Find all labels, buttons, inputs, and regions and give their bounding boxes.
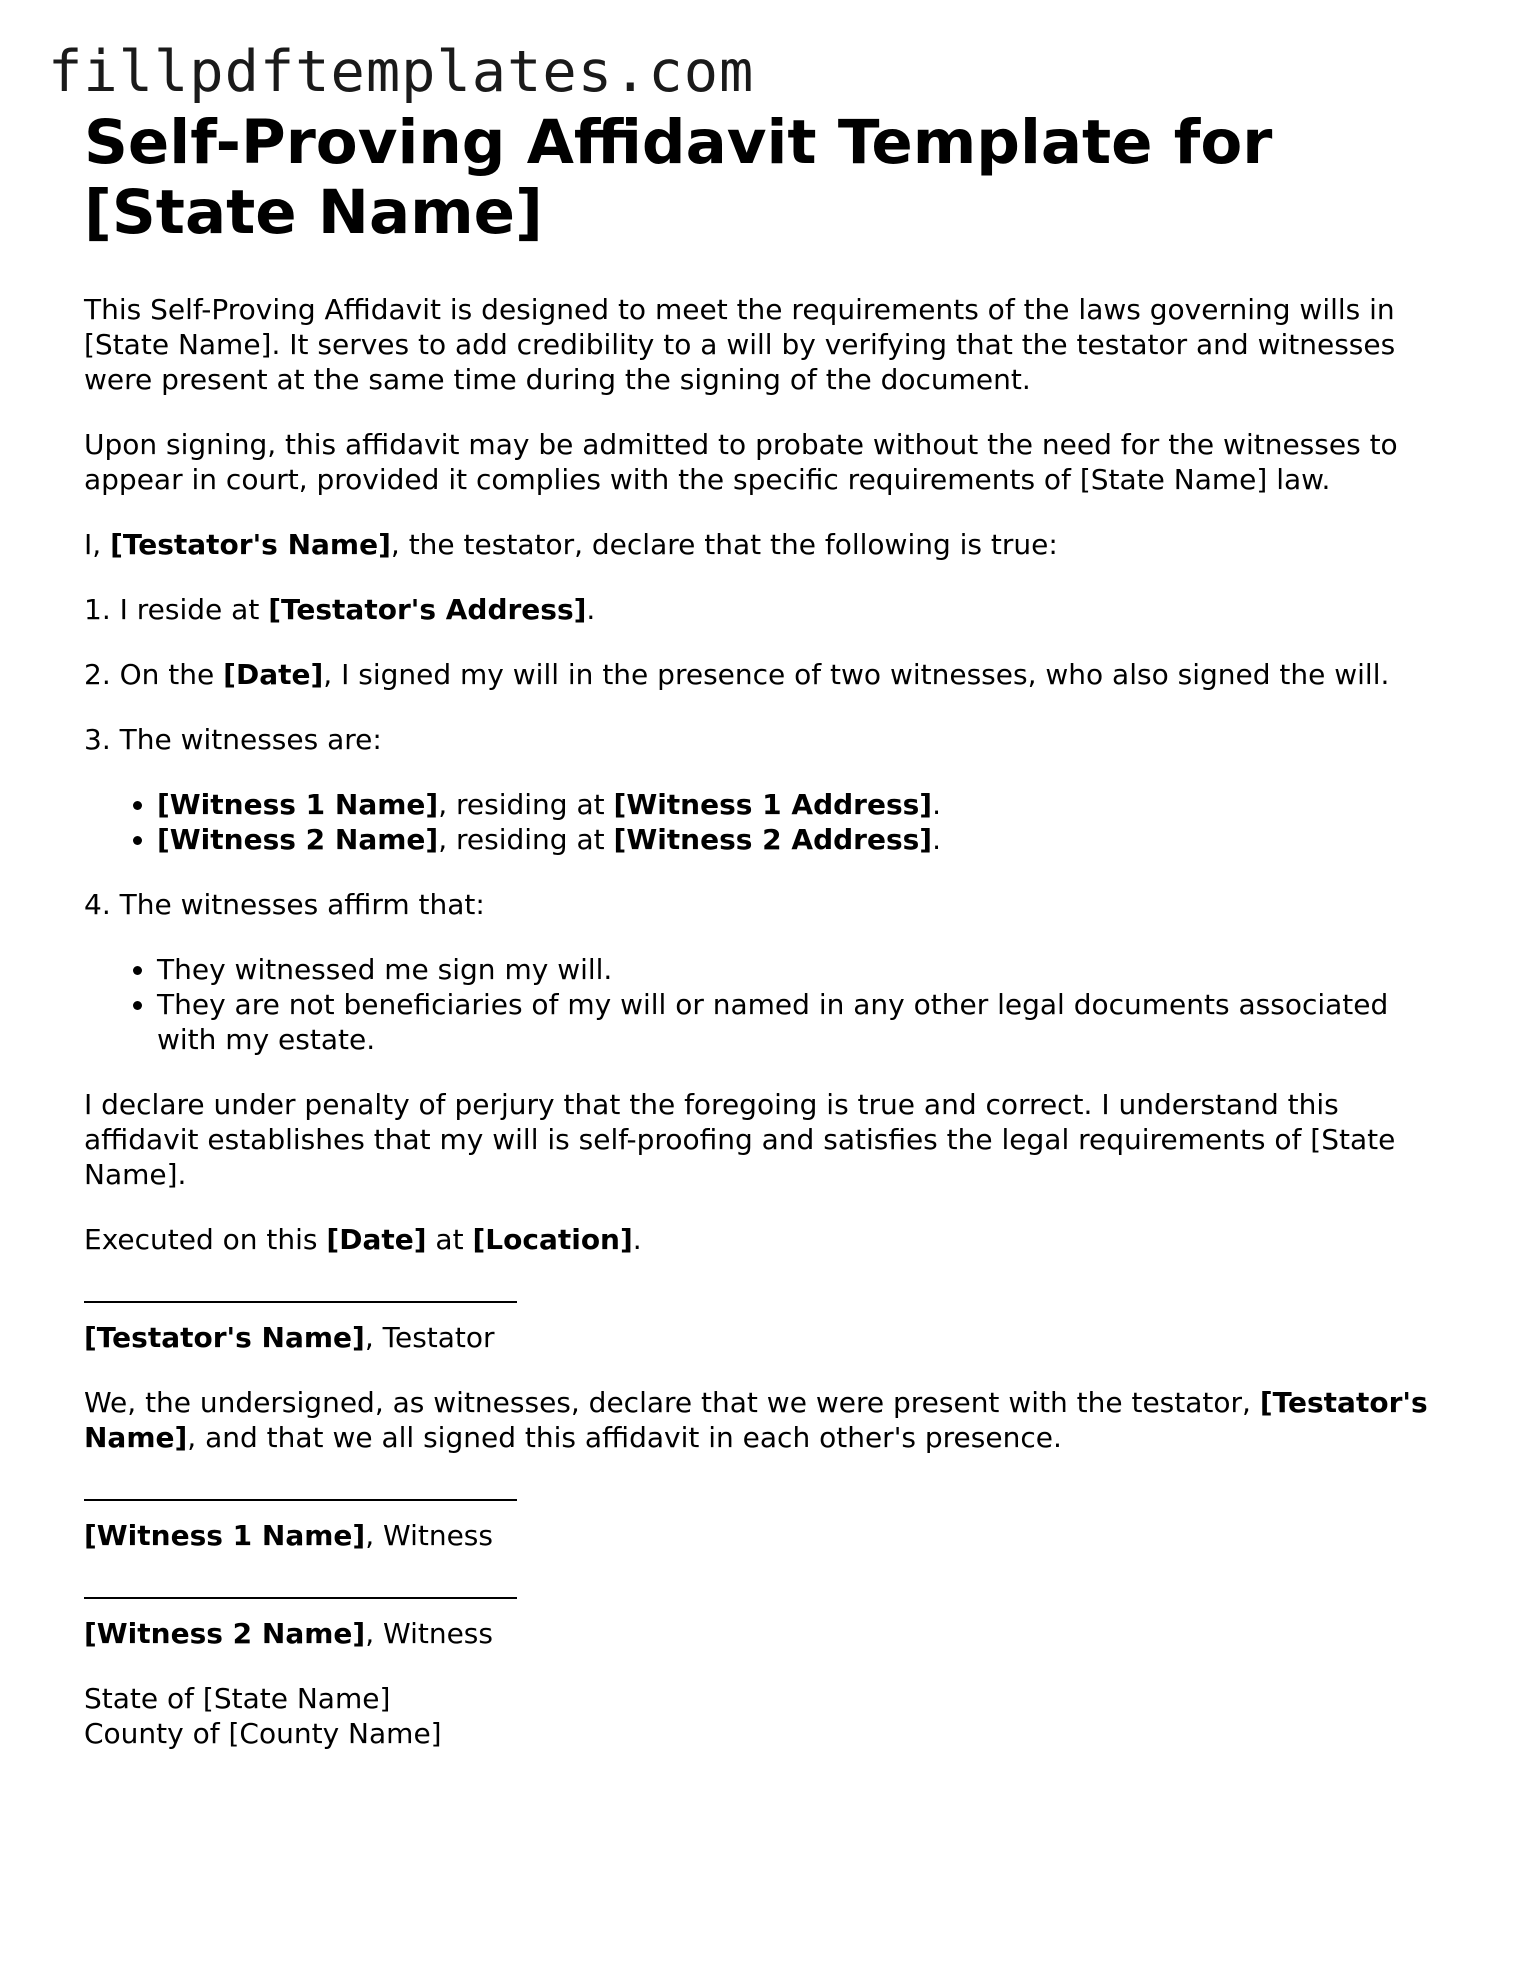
signature-line (84, 1499, 517, 1501)
location-placeholder: [Location] (472, 1223, 633, 1256)
witness-2-signature-block (84, 1597, 1434, 1651)
testator-declaration (84, 527, 1434, 562)
item-4-affirm: 4. The witnesses affirm that: (84, 888, 485, 921)
executed-mid: at (426, 1223, 473, 1256)
date-placeholder: [Date] (223, 658, 324, 691)
witness-1-address-placeholder: [Witness 1 Address] (613, 788, 933, 821)
witness-2-end: . (932, 823, 942, 856)
witness-declaration (84, 1385, 1434, 1455)
witness-1-signature-block (84, 1499, 1434, 1553)
witness-list (84, 787, 1434, 857)
execution-line (84, 1222, 1434, 1257)
witness-decl-testator-name: [Testator's Name] (84, 1386, 1428, 1454)
county-line: County of [County Name] (84, 1717, 442, 1750)
item-2-prefix: 2. On the (84, 658, 224, 691)
testator-sig-role: , Testator (364, 1321, 495, 1354)
notary-venue (84, 1681, 1434, 1751)
item-1-suffix: . (586, 593, 596, 626)
witness-1-end: . (932, 788, 942, 821)
witness-1-name-placeholder: [Witness 1 Name] (157, 788, 439, 821)
witness-1-mid: , residing at (438, 788, 614, 821)
witness-1-signature-label (84, 1518, 1434, 1553)
item-3-witnesses: 3. The witnesses are: (84, 723, 382, 756)
page-title: Self-Proving Affidavit Template for [State Name] (84, 107, 1273, 248)
witness-2-name-placeholder: [Witness 2 Name] (157, 823, 439, 856)
witness-decl-suffix: , and that we all signed this affidavit in each other's presence. (187, 1421, 1062, 1454)
affidavit-document (84, 108, 1434, 1751)
item-2-suffix: , I signed my will in the presence of two witnesses, who also signed the will. (323, 658, 1390, 691)
testator-name-placeholder: [Testator's Name] (110, 528, 391, 561)
witness-2-sig-role: , Witness (365, 1617, 493, 1650)
signature-line (84, 1597, 517, 1599)
testator-address-placeholder: [Testator's Address] (268, 593, 587, 626)
list-item (157, 787, 1434, 822)
intro-paragraph-1: This Self-Proving Affidavit is designed to meet the requirements of the laws governing wills in [State Name]. It serves to add credibility to a will by verifying that the testator and witnesses were present at the same time during the signing of the document. (84, 293, 1396, 396)
witness-1-sig-name: [Witness 1 Name] (84, 1519, 366, 1552)
affirmation-list (84, 952, 1434, 1057)
testator-signature-label (84, 1320, 1434, 1355)
list-item: • They witnessed me sign my will. (157, 952, 1434, 987)
testator-sig-name: [Testator's Name] (84, 1321, 365, 1354)
testator-signature-block (84, 1301, 1434, 1355)
item-2-signing (84, 657, 1434, 692)
declaration-prefix: I, (84, 528, 111, 561)
intro-paragraph-2: Upon signing, this affidavit may be admitted to probate without the need for the witnesses to appear in court, provided it complies with the specific requirements of [State Name] law. (84, 428, 1398, 496)
list-item (157, 822, 1434, 857)
state-line: State of [State Name] (84, 1682, 391, 1715)
item-1-residence (84, 592, 1434, 627)
list-item: • They are not beneficiaries of my will or named in any other legal documents associated with my estate. (157, 987, 1434, 1057)
execution-date-placeholder: [Date] (326, 1223, 427, 1256)
executed-end: . (632, 1223, 642, 1256)
witness-2-sig-name: [Witness 2 Name] (84, 1617, 366, 1650)
witness-decl-prefix: We, the undersigned, as witnesses, declare that we were present with the testator, (84, 1386, 1260, 1419)
signature-line (84, 1301, 517, 1303)
perjury-statement: I declare under penalty of perjury that the foregoing is true and correct. I understand this affidavit establishes that my will is self-proofing and satisfies the legal requirements of [State Name]. (84, 1088, 1396, 1191)
site-watermark: fillpdftemplates.com (48, 39, 755, 105)
witness-2-address-placeholder: [Witness 2 Address] (613, 823, 933, 856)
witness-1-sig-role: , Witness (365, 1519, 493, 1552)
witness-2-signature-label (84, 1616, 1434, 1651)
executed-prefix: Executed on this (84, 1223, 327, 1256)
witness-2-mid: , residing at (438, 823, 614, 856)
declaration-suffix: , the testator, declare that the following is true: (390, 528, 1058, 561)
item-1-prefix: 1. I reside at (84, 593, 269, 626)
